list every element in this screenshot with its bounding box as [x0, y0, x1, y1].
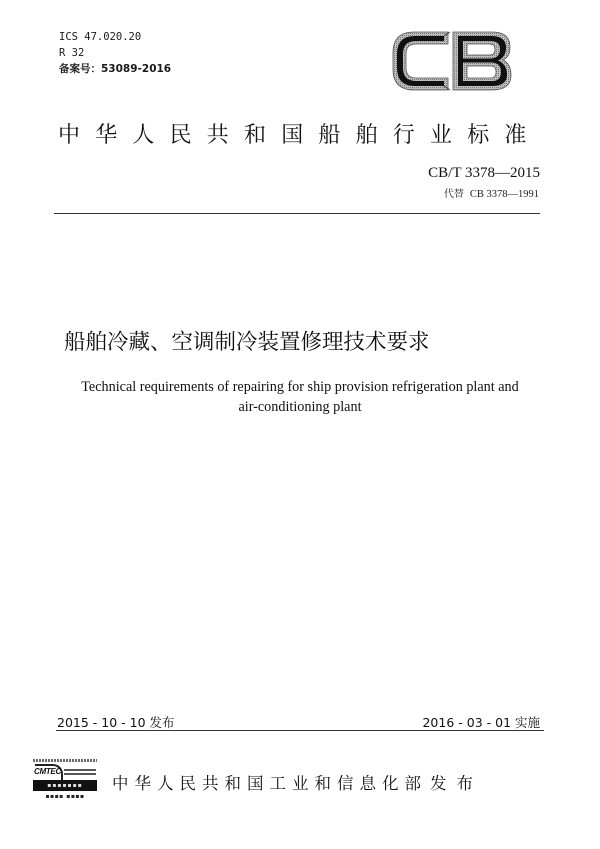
- footer-divider: [56, 730, 544, 731]
- title-english: Technical requirements of repairing for ship provision refrigeration plant and air-conditioning plant: [81, 379, 519, 415]
- industry-standard-header: 中华人民共和国船舶行业标准: [58, 123, 542, 148]
- publish-label: 发布: [430, 774, 483, 793]
- ccs-code: R 32: [59, 47, 85, 59]
- filing-number: 备案号：53089-2016: [59, 63, 172, 75]
- classification-block: [59, 29, 171, 77]
- replaces-standard: [444, 185, 539, 200]
- replaces-label: 代替: [443, 189, 464, 200]
- sticker-logo: CMTEC: [34, 767, 61, 776]
- implementation-date: 2016 - 03 - 01 实施: [422, 715, 540, 730]
- header-divider: [54, 213, 540, 214]
- sticker-code-bar: ▪▪▪▪▪▪▪: [33, 780, 97, 791]
- issue-date: 2015 - 10 - 10 发布: [57, 715, 175, 730]
- cb-standard-logo-icon: [392, 31, 512, 91]
- sticker-caption: ▪▪▪▪ ▪▪▪▪: [45, 793, 85, 800]
- standard-number: CB/T 3378—2015: [428, 165, 540, 181]
- sticker-side-text: [64, 769, 96, 771]
- anti-counterfeit-sticker-icon: [33, 759, 97, 809]
- sticker-serial-line: [33, 759, 97, 762]
- title-chinese: 船舶冷藏、空调制冷装置修理技术要求: [64, 330, 430, 355]
- publisher: 中华人民共和国工业和信息化部: [112, 774, 427, 793]
- ics-code: ICS 47.020.20: [59, 31, 142, 43]
- replaced-standard-number: CB 3378—1991: [469, 189, 539, 200]
